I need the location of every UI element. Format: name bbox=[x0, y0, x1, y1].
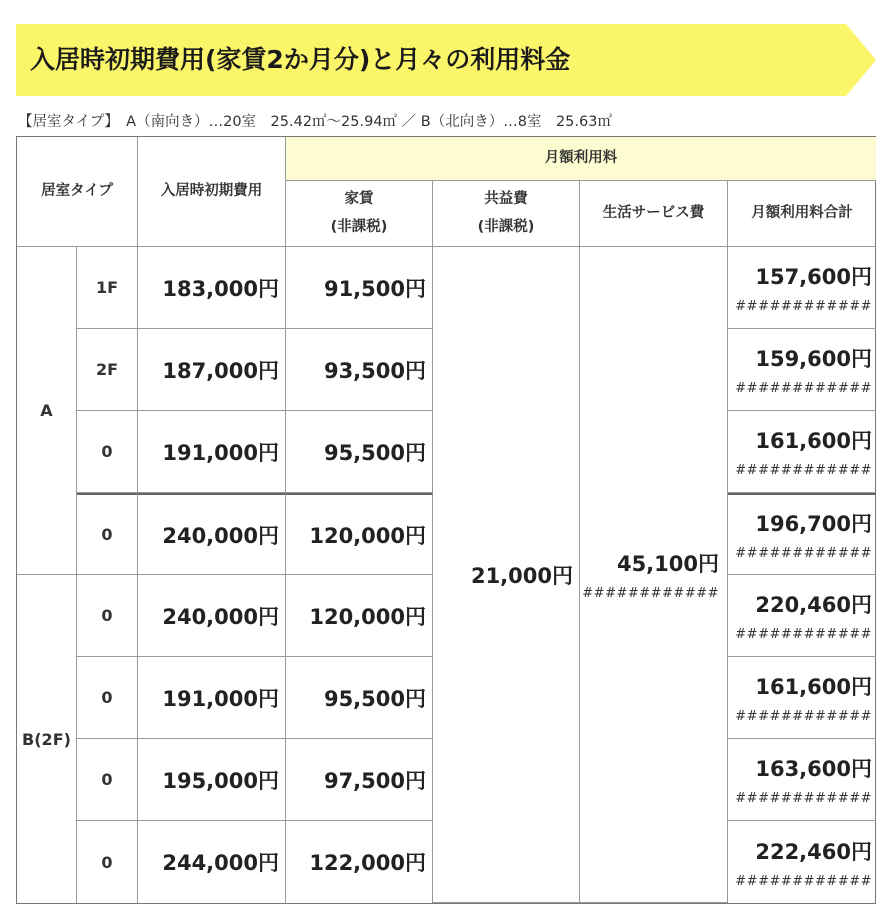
header-total: 月額利用料合計 bbox=[728, 181, 876, 247]
header-common-note: (非課税) bbox=[477, 218, 535, 235]
total-overflow: ############ bbox=[735, 546, 872, 561]
rent-cell: 95,500円 bbox=[286, 657, 433, 739]
group-label-b: B(2F) bbox=[17, 575, 77, 903]
total-value: 220,460円 bbox=[755, 593, 872, 617]
title-banner bbox=[16, 24, 876, 96]
initial-cost-cell: 191,000円 bbox=[138, 411, 286, 493]
total-overflow: ############ bbox=[735, 873, 872, 889]
floor-cell: 1F bbox=[77, 247, 138, 329]
total-value: 222,460円 bbox=[755, 839, 872, 864]
service-fee-overflow: ############ bbox=[582, 586, 719, 601]
header-service-fee: 生活サービス費 bbox=[580, 181, 728, 247]
total-value: 157,600円 bbox=[755, 265, 872, 289]
total-value: 196,700円 bbox=[755, 512, 872, 536]
total-cell bbox=[728, 493, 876, 575]
total-cell bbox=[728, 657, 876, 739]
header-rent bbox=[286, 181, 433, 247]
header-initial-cost: 入居時初期費用 bbox=[138, 137, 286, 247]
initial-cost-cell: 183,000円 bbox=[138, 247, 286, 329]
total-overflow: ############ bbox=[735, 627, 872, 642]
initial-cost-cell: 240,000円 bbox=[138, 575, 286, 657]
total-overflow: ############ bbox=[735, 791, 872, 806]
total-overflow: ############ bbox=[735, 463, 872, 478]
header-rent-note: (非課税) bbox=[330, 218, 388, 235]
header-rent-label: 家賃 bbox=[344, 190, 374, 207]
floor-cell: 0 bbox=[77, 575, 138, 657]
common-fee-value: 21,000円 bbox=[433, 247, 580, 903]
initial-cost-cell: 240,000円 bbox=[138, 493, 286, 575]
total-cell bbox=[728, 739, 876, 821]
room-type-info: 【居室タイプ】 A（南向き）…20室 25.42㎡〜25.94㎡ ／ B（北向き）…8室 25.63㎡ bbox=[18, 114, 612, 130]
total-cell bbox=[728, 411, 876, 493]
header-common-label: 共益費 bbox=[484, 190, 528, 207]
floor-cell: 0 bbox=[77, 821, 138, 903]
floor-cell: 0 bbox=[77, 411, 138, 493]
total-value: 163,600円 bbox=[755, 757, 872, 781]
rent-cell: 93,500円 bbox=[286, 329, 433, 411]
total-value: 161,600円 bbox=[755, 429, 872, 453]
floor-cell: 0 bbox=[77, 493, 138, 575]
rent-cell: 122,000円 bbox=[286, 821, 433, 903]
total-cell bbox=[728, 247, 876, 329]
service-fee-cell bbox=[580, 247, 728, 903]
floor-cell: 2F bbox=[77, 329, 138, 411]
initial-cost-cell: 195,000円 bbox=[138, 739, 286, 821]
pricing-table bbox=[16, 136, 876, 904]
initial-cost-cell: 191,000円 bbox=[138, 657, 286, 739]
initial-cost-cell: 244,000円 bbox=[138, 821, 286, 903]
rent-cell: 91,500円 bbox=[286, 247, 433, 329]
total-value: 159,600円 bbox=[755, 347, 872, 371]
total-cell bbox=[728, 821, 876, 903]
total-overflow: ############ bbox=[735, 709, 872, 724]
header-room-type: 居室タイプ bbox=[17, 137, 138, 247]
group-label-a: A bbox=[17, 247, 77, 575]
page-title: 入居時初期費用(家賃2か月分)と月々の利用料金 bbox=[30, 45, 571, 74]
header-monthly-fee: 月額利用料 bbox=[286, 137, 876, 181]
rent-cell: 95,500円 bbox=[286, 411, 433, 493]
floor-cell: 0 bbox=[77, 657, 138, 739]
total-cell bbox=[728, 575, 876, 657]
total-value: 161,600円 bbox=[755, 675, 872, 699]
total-overflow: ############ bbox=[735, 381, 872, 396]
total-overflow: ############ bbox=[735, 299, 872, 314]
rent-cell: 97,500円 bbox=[286, 739, 433, 821]
service-fee-value: 45,100円 bbox=[616, 552, 719, 576]
total-cell bbox=[728, 329, 876, 411]
rent-cell: 120,000円 bbox=[286, 575, 433, 657]
header-common-fee bbox=[433, 181, 580, 247]
rent-cell: 120,000円 bbox=[286, 493, 433, 575]
floor-cell: 0 bbox=[77, 739, 138, 821]
initial-cost-cell: 187,000円 bbox=[138, 329, 286, 411]
